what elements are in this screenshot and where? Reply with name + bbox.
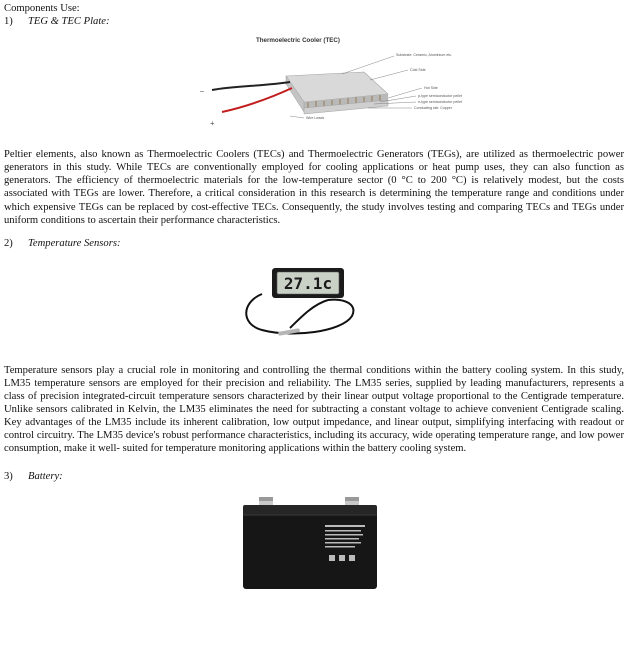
tec-figure bbox=[4, 28, 624, 148]
label-p-type: p-type semiconductor pellet bbox=[418, 94, 462, 99]
label-cold-side: Cold Side bbox=[410, 68, 426, 73]
paragraph-tec: Peltier elements, also known as Thermoelectric Coolers (TECs) and Thermoelectric Generators (TEGs), are utilized as thermoelectric power generators in this study. While TECs are conventionally employed for cooling applications or heat pump uses, they can also function as generators. The efficiency of thermoelectric materials for the low-temperature sector (0 °C to 200 °C) is relatively modest, but the costs associated with TEGs are lower. Therefore, a critical consideration in this research is determining the temperature range and conditions under which expensive TEGs can be replaced by cost-effective TECs. Consequently, the study involves testing and comparing TECs and TEGs under uniform conditions to ascertain their performance characteristics. bbox=[4, 149, 624, 226]
document-heading: Components Use: bbox=[4, 3, 80, 14]
battery-case bbox=[243, 505, 377, 589]
thermometer-image bbox=[232, 254, 382, 354]
tec-wire-red bbox=[222, 88, 292, 112]
section-heading-sensors bbox=[4, 237, 624, 250]
section-title: Temperature Sensors: bbox=[28, 237, 121, 249]
section-title: TEG & TEC Plate: bbox=[28, 16, 110, 28]
thermometer-display: 27.1c bbox=[283, 273, 333, 293]
minus-sign: – bbox=[200, 86, 204, 96]
tec-wire-black bbox=[212, 82, 290, 90]
section-number: 3) bbox=[4, 470, 13, 482]
document bbox=[4, 0, 624, 593]
label-conducting-tab: Conducting tab: Copper bbox=[414, 106, 452, 111]
label-wire-leads: Wire Leads bbox=[306, 116, 325, 121]
plus-sign: + bbox=[210, 119, 215, 129]
section-number: 2) bbox=[4, 237, 13, 249]
tec-figure-title: Thermoelectric Cooler (TEC) bbox=[256, 37, 340, 45]
battery-image bbox=[229, 495, 389, 595]
section-number: 1) bbox=[4, 16, 13, 28]
label-substrate: Substrate: Ceramic, Aluminium etc. bbox=[396, 53, 453, 58]
label-hot-side: Hot Side bbox=[424, 86, 438, 91]
sensor-probe bbox=[278, 328, 300, 336]
battery-figure bbox=[4, 483, 624, 593]
battery-lid bbox=[243, 505, 377, 515]
section-heading-tec bbox=[4, 15, 624, 28]
section-title: Battery: bbox=[28, 470, 63, 482]
thermometer-figure bbox=[4, 250, 624, 364]
tec-diagram bbox=[194, 28, 462, 148]
label-n-type: n-type semiconductor pellet bbox=[418, 100, 462, 105]
paragraph-sensors: Temperature sensors play a crucial role in monitoring and controlling the thermal conditions within the battery cooling system. In this study, LM35 temperature sensors are employed for their precision and reliability. The LM35 series, supplied by leading manufacturers, represents a class of precision integrated-circuit temperature sensors characterized by their linear output voltage proportional to the Centigrade temperature. Unlike sensors calibrated in Kelvin, the LM35 eliminates the need for subtracting a constant voltage to achieve convenient Centigrade scaling. Key advantages of the LM35 include its inherent calibration, low output impedance, and linear output, simplifying interfacing with readout or control circuitry. The LM35 device's robust performance characteristics, including its accuracy, wide operating temperature range, and low power consumption, make it well- suited for temperature monitoring applications within the battery cooling system. bbox=[4, 364, 624, 455]
sensor-cable bbox=[246, 294, 353, 334]
section-heading-battery bbox=[4, 470, 624, 483]
